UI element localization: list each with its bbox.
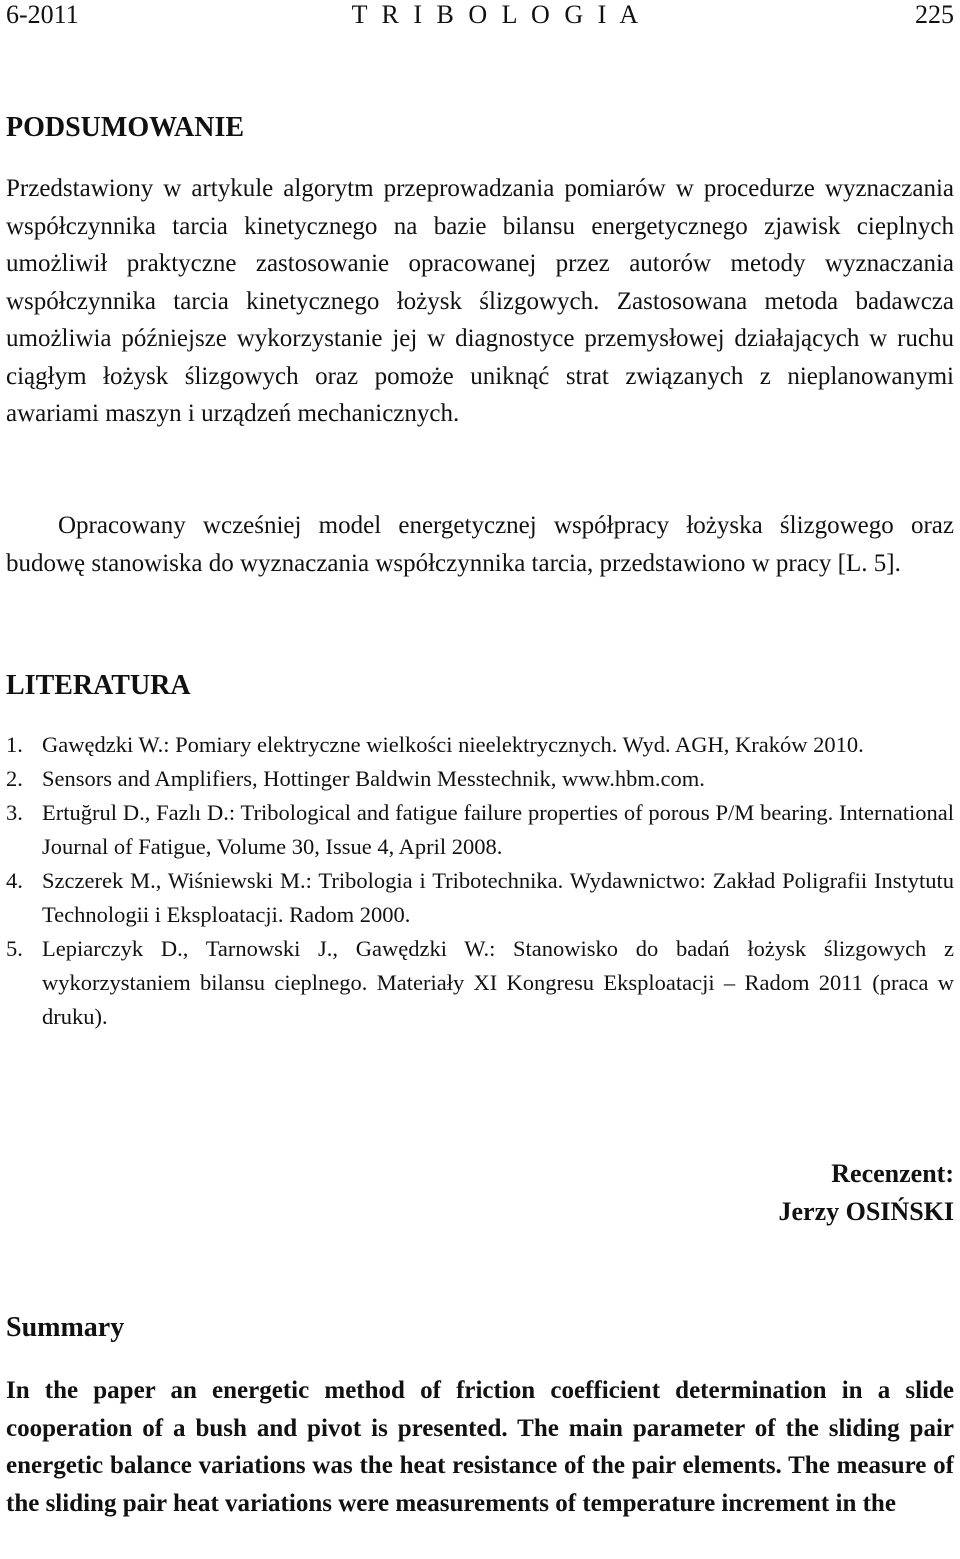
summary-text: In the paper an energetic method of friction coefficient determination in a slide cooperation of a bush and pivot is presented. The main parameter of the sliding pair energetic balance variations was the heat resistance of the pair elements. The measure of the sliding pair heat variations were measurements of temperature increment in the	[6, 1377, 954, 1517]
reference-text: Gawędzki W.: Pomiary elektryczne wielkości nieelektrycznych. Wyd. AGH, Kraków 2010.	[42, 732, 864, 757]
reference-list	[6, 728, 954, 1034]
reference-number: 5.	[6, 936, 23, 961]
page-number: 225	[914, 0, 954, 29]
reference-number: 4.	[6, 868, 23, 893]
reference-text: Szczerek M., Wiśniewski M.: Tribologia i Tribotechnika. Wydawnictwo: Zakład Poligrafii Instytutu Technologii i Eksploatacji. Radom 2000.	[42, 868, 954, 927]
section-heading-podsumowanie: PODSUMOWANIE	[6, 112, 245, 143]
reference-item	[6, 932, 954, 1034]
reference-item	[6, 728, 954, 762]
issue-number: 6-2011	[6, 0, 79, 29]
body-paragraph-2: Opracowany wcześniej model energetycznej współpracy łożyska ślizgowego oraz budowę stanowiska do wyznaczania współczynnika tarcia, przedstawiono w pracy [L. 5].	[6, 512, 954, 577]
reference-text: Lepiarczyk D., Tarnowski J., Gawędzki W.: Stanowisko do badań łożysk ślizgowych z wykorzystaniem bilansu cieplnego. Materiały XI Kongresu Eksploatacji – Radom 2011 (praca w druku).	[42, 936, 954, 1029]
reference-number: 2.	[6, 766, 23, 791]
section-heading-literatura: LITERATURA	[6, 670, 191, 701]
reference-item	[6, 762, 954, 796]
reference-item	[6, 796, 954, 864]
summary-heading: Summary	[6, 1312, 125, 1343]
reference-text: Ertuğrul D., Fazlı D.: Tribological and fatigue failure properties of porous P/M bearing. International Journal of Fatigue, Volume 30, Issue 4, April 2008.	[42, 800, 954, 859]
reference-text: Sensors and Amplifiers, Hottinger Baldwin Messtechnik, www.hbm.com.	[42, 766, 705, 791]
reference-number: 1.	[6, 732, 23, 757]
reviewer-label: Recenzent:	[831, 1159, 954, 1188]
running-header	[6, 0, 954, 40]
body-paragraph-1: Przedstawiony w artykule algorytm przeprowadzania pomiarów w procedurze wyznaczania współczynnika tarcia kinetycznego na bazie bilansu energetycznego zjawisk cieplnych umożliwił praktyczne zastosowanie opracowanej przez autorów metody wyznaczania współczynnika tarcia kinetycznego łożysk ślizgowych. Zastosowana metoda badawcza umożliwia późniejsze wykorzystanie jej w diagnostyce przemysłowej działających w ruchu ciągłym łożysk ślizgowych oraz pomoże uniknąć strat związanych z nieplanowanymi awariami maszyn i urządzeń mechanicznych.	[6, 175, 954, 427]
reviewer-name: Jerzy OSIŃSKI	[778, 1197, 954, 1226]
reference-number: 3.	[6, 800, 23, 825]
journal-title: T R I B O L O G I A	[351, 0, 643, 29]
reference-item	[6, 864, 954, 932]
